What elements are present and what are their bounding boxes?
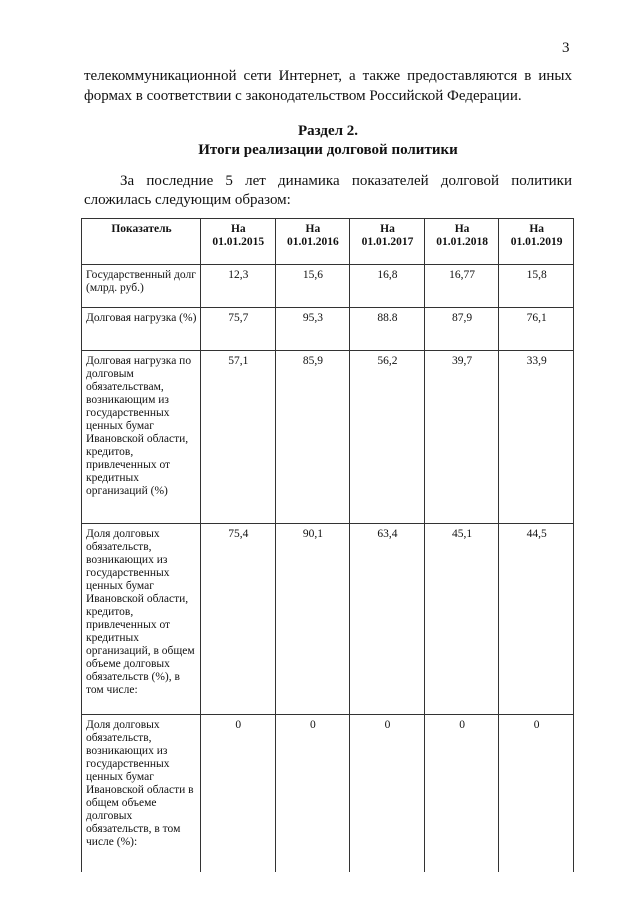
table-row xyxy=(82,351,574,524)
table-cell: 0 xyxy=(350,715,425,873)
table-cell: 57,1 xyxy=(201,351,276,524)
table-row xyxy=(82,308,574,351)
table-cell: 16,77 xyxy=(424,265,499,308)
column-header: На 01.01.2015 xyxy=(201,219,276,265)
table-cell: 95,3 xyxy=(275,308,350,351)
column-header: На 01.01.2018 xyxy=(424,219,499,265)
table-cell: 0 xyxy=(499,715,574,873)
table-cell: 12,3 xyxy=(201,265,276,308)
column-header: Показатель xyxy=(82,219,201,265)
table-row xyxy=(82,715,574,873)
table-cell: 88.8 xyxy=(350,308,425,351)
table-cell: 15,6 xyxy=(275,265,350,308)
column-header: На 01.01.2016 xyxy=(275,219,350,265)
table-cell: 85,9 xyxy=(275,351,350,524)
table-cell: 75,4 xyxy=(201,524,276,715)
table-cell: 44,5 xyxy=(499,524,574,715)
table-cell: 45,1 xyxy=(424,524,499,715)
debt-policy-table xyxy=(81,218,574,872)
table-cell: 39,7 xyxy=(424,351,499,524)
table-cell: 76,1 xyxy=(499,308,574,351)
table-cell: 16,8 xyxy=(350,265,425,308)
row-label: Доля долговых обязательств, возникающих из государственных ценных бумаг Ивановской области в общем объеме долговых обязательств, в том числе (%): xyxy=(82,715,201,873)
section-title: Итоги реализации долговой политики xyxy=(198,142,458,158)
table-cell: 15,8 xyxy=(499,265,574,308)
table-header-row xyxy=(82,219,574,265)
table-row xyxy=(82,265,574,308)
intro-paragraph: телекоммуникационной сети Интернет, а также предоставляются в иных формах в соответствии с законодательством Российской Федерации. xyxy=(84,68,572,104)
table-row xyxy=(82,524,574,715)
table-cell: 87,9 xyxy=(424,308,499,351)
row-label: Долговая нагрузка (%) xyxy=(82,308,201,351)
section-heading xyxy=(84,122,572,160)
section-number: Раздел 2. xyxy=(297,123,359,139)
page-number: 3 xyxy=(562,40,570,56)
row-label: Государственный долг (млрд. руб.) xyxy=(82,265,201,308)
table-cell: 75,7 xyxy=(201,308,276,351)
table-cell: 0 xyxy=(275,715,350,873)
table-cell: 0 xyxy=(424,715,499,873)
table-cell: 63,4 xyxy=(350,524,425,715)
table-cell: 56,2 xyxy=(350,351,425,524)
table-cell: 33,9 xyxy=(499,351,574,524)
row-label: Доля долговых обязательств, возникающих из государственных ценных бумаг Ивановской области, кредитов, привлеченных от кредитных организаций, в общем объеме долговых обязательств (%), в том числе: xyxy=(82,524,201,715)
lead-paragraph: За последние 5 лет динамика показателей долговой политики сложилась следующим образом: xyxy=(84,173,572,208)
table-cell: 0 xyxy=(201,715,276,873)
column-header: На 01.01.2017 xyxy=(350,219,425,265)
table-cell: 90,1 xyxy=(275,524,350,715)
row-label: Долговая нагрузка по долговым обязательствам, возникающим из государственных ценных бумаг Ивановской области, кредитов, привлеченных от кредитных организаций (%) xyxy=(82,351,201,524)
column-header: На 01.01.2019 xyxy=(499,219,574,265)
